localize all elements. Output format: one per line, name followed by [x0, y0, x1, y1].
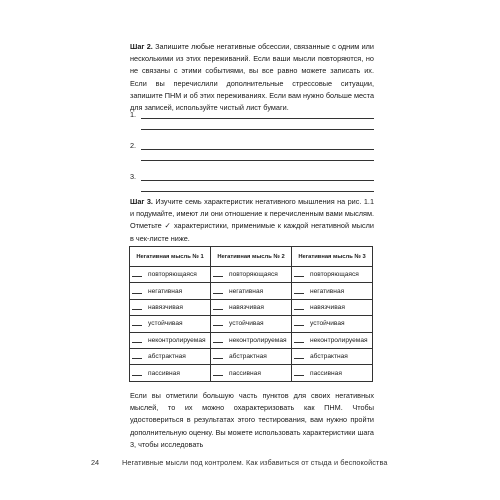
checklist-row — [130, 365, 373, 381]
step2-text: Запишите любые негативные обсессии, связанные с одним или несколькими из этих переживаний. Если ваши мысли повторяются, но не связаны с этими событиями, вы все равно можете записать их. Если вы перечислили дополнительные стрессовые ситуации, запишите ПНМ и об этих переживаниях. Если вам нужно больше места для записей, используйте чистый лист бумаги. — [130, 42, 375, 113]
checklist-row — [130, 283, 373, 299]
checklist-header-thought-3: Негативная мысль № 3 — [292, 247, 373, 267]
characteristic-label: негативная — [310, 287, 345, 295]
checklist-cell[interactable] — [130, 316, 211, 332]
characteristic-label: негативная — [229, 287, 264, 295]
checkmark-blank[interactable] — [213, 309, 223, 310]
checkmark-blank[interactable] — [132, 325, 142, 326]
characteristic-label: негативная — [148, 287, 183, 295]
checklist-cell[interactable] — [292, 283, 373, 299]
checklist-cell[interactable] — [130, 332, 211, 348]
step3-paragraph — [130, 196, 374, 245]
checklist-cell[interactable] — [211, 348, 292, 364]
step3-label: Шаг 3. — [130, 197, 153, 206]
characteristic-label: навязчивая — [310, 303, 345, 311]
answer-line-number: 2. — [130, 141, 137, 150]
checklist-cell[interactable] — [130, 283, 211, 299]
step2-label: Шаг 2. — [130, 42, 153, 51]
answer-line-1[interactable] — [130, 110, 374, 141]
checkmark-blank[interactable] — [213, 276, 223, 277]
checkmark-blank[interactable] — [132, 276, 142, 277]
answer-rule — [141, 180, 374, 181]
checkmark-blank[interactable] — [294, 276, 304, 277]
step3-text: Изучите семь характеристик негативного мышления на рис. 1.1 и подумайте, имеют ли они отношение к перечисленным вами мыслям. Отметьте ✓ характеристики, применимые к каждой негативной мысли в чек-листе ниже. — [130, 197, 374, 243]
checklist-header-thought-2: Негативная мысль № 2 — [211, 247, 292, 267]
checklist-cell[interactable] — [292, 299, 373, 315]
checkmark-blank[interactable] — [132, 358, 142, 359]
checklist-cell[interactable] — [292, 267, 373, 283]
characteristic-label: пассивная — [310, 369, 342, 377]
checkmark-blank[interactable] — [132, 375, 142, 376]
checklist-header-thought-1: Негативная мысль № 1 — [130, 247, 211, 267]
checkmark-blank[interactable] — [294, 325, 304, 326]
checkmark-blank[interactable] — [213, 375, 223, 376]
characteristic-label: неконтролируемая — [148, 336, 206, 344]
checklist-header-row — [130, 247, 373, 267]
checklist-cell[interactable] — [211, 332, 292, 348]
checklist-cell[interactable] — [292, 348, 373, 364]
checkmark-blank[interactable] — [294, 309, 304, 310]
checkmark-blank[interactable] — [132, 342, 142, 343]
checklist-cell[interactable] — [292, 316, 373, 332]
characteristic-label: абстрактная — [310, 353, 348, 361]
answer-rule — [141, 160, 374, 161]
characteristic-label: устойчивая — [229, 320, 264, 328]
checklist-row — [130, 332, 373, 348]
characteristic-label: устойчивая — [148, 320, 183, 328]
answer-rule — [141, 149, 374, 150]
characteristic-label: абстрактная — [229, 353, 267, 361]
answer-rule — [141, 118, 374, 119]
characteristic-label: пассивная — [148, 369, 180, 377]
checklist-cell[interactable] — [130, 267, 211, 283]
characteristic-label: неконтролируемая — [229, 336, 287, 344]
checkmark-blank[interactable] — [213, 342, 223, 343]
characteristic-label: пассивная — [229, 369, 261, 377]
checklist-cell[interactable] — [211, 267, 292, 283]
checkmark-blank[interactable] — [213, 358, 223, 359]
checkmark-blank[interactable] — [213, 325, 223, 326]
answer-line-number: 1. — [130, 110, 137, 119]
checklist-cell[interactable] — [211, 365, 292, 381]
checklist-cell[interactable] — [211, 316, 292, 332]
answer-line-number: 3. — [130, 172, 137, 181]
checkmark-blank[interactable] — [294, 358, 304, 359]
checklist-cell[interactable] — [292, 332, 373, 348]
checkmark-blank[interactable] — [294, 293, 304, 294]
answer-rule — [141, 129, 374, 130]
checkmark-blank[interactable] — [132, 309, 142, 310]
characteristic-label: устойчивая — [310, 320, 345, 328]
checkmark-blank[interactable] — [132, 293, 142, 294]
answer-line-2[interactable] — [130, 141, 374, 172]
checklist-row — [130, 267, 373, 283]
checkmark-blank[interactable] — [294, 375, 304, 376]
checklist-row — [130, 316, 373, 332]
checklist-row — [130, 348, 373, 364]
closing-paragraph: Если вы отметили большую часть пунктов для своих негативных мыслей, то их можно охарактеризовать как ПНМ. Чтобы удостовериться в результатах этого тестирования, вам нужно пройти дополнительную оценку. Вы можете использовать характеристики шага 3, чтобы исследовать — [130, 391, 374, 449]
checklist-cell[interactable] — [130, 299, 211, 315]
checklist-cell[interactable] — [211, 283, 292, 299]
checklist-row — [130, 299, 373, 315]
characteristic-label: абстрактная — [148, 353, 186, 361]
running-title: Негативные мысли под контролем. Как избавиться от стыда и беспокойства — [122, 458, 388, 467]
checklist-cell[interactable] — [130, 348, 211, 364]
characteristic-label: навязчивая — [229, 303, 264, 311]
answer-rule — [141, 191, 374, 192]
characteristic-label: навязчивая — [148, 303, 183, 311]
checkmark-blank[interactable] — [213, 293, 223, 294]
characteristic-label: неконтролируемая — [310, 336, 368, 344]
characteristic-label: повторяющаяся — [229, 271, 278, 279]
checkmark-blank[interactable] — [294, 342, 304, 343]
characteristic-label: повторяющаяся — [148, 271, 197, 279]
step2-paragraph — [130, 41, 374, 114]
answer-lines — [130, 110, 374, 203]
page-number: 24 — [91, 458, 100, 467]
checklist-cell[interactable] — [130, 365, 211, 381]
characteristic-label: повторяющаяся — [310, 271, 359, 279]
negative-thought-checklist — [129, 246, 373, 382]
checklist-cell[interactable] — [292, 365, 373, 381]
checklist-cell[interactable] — [211, 299, 292, 315]
